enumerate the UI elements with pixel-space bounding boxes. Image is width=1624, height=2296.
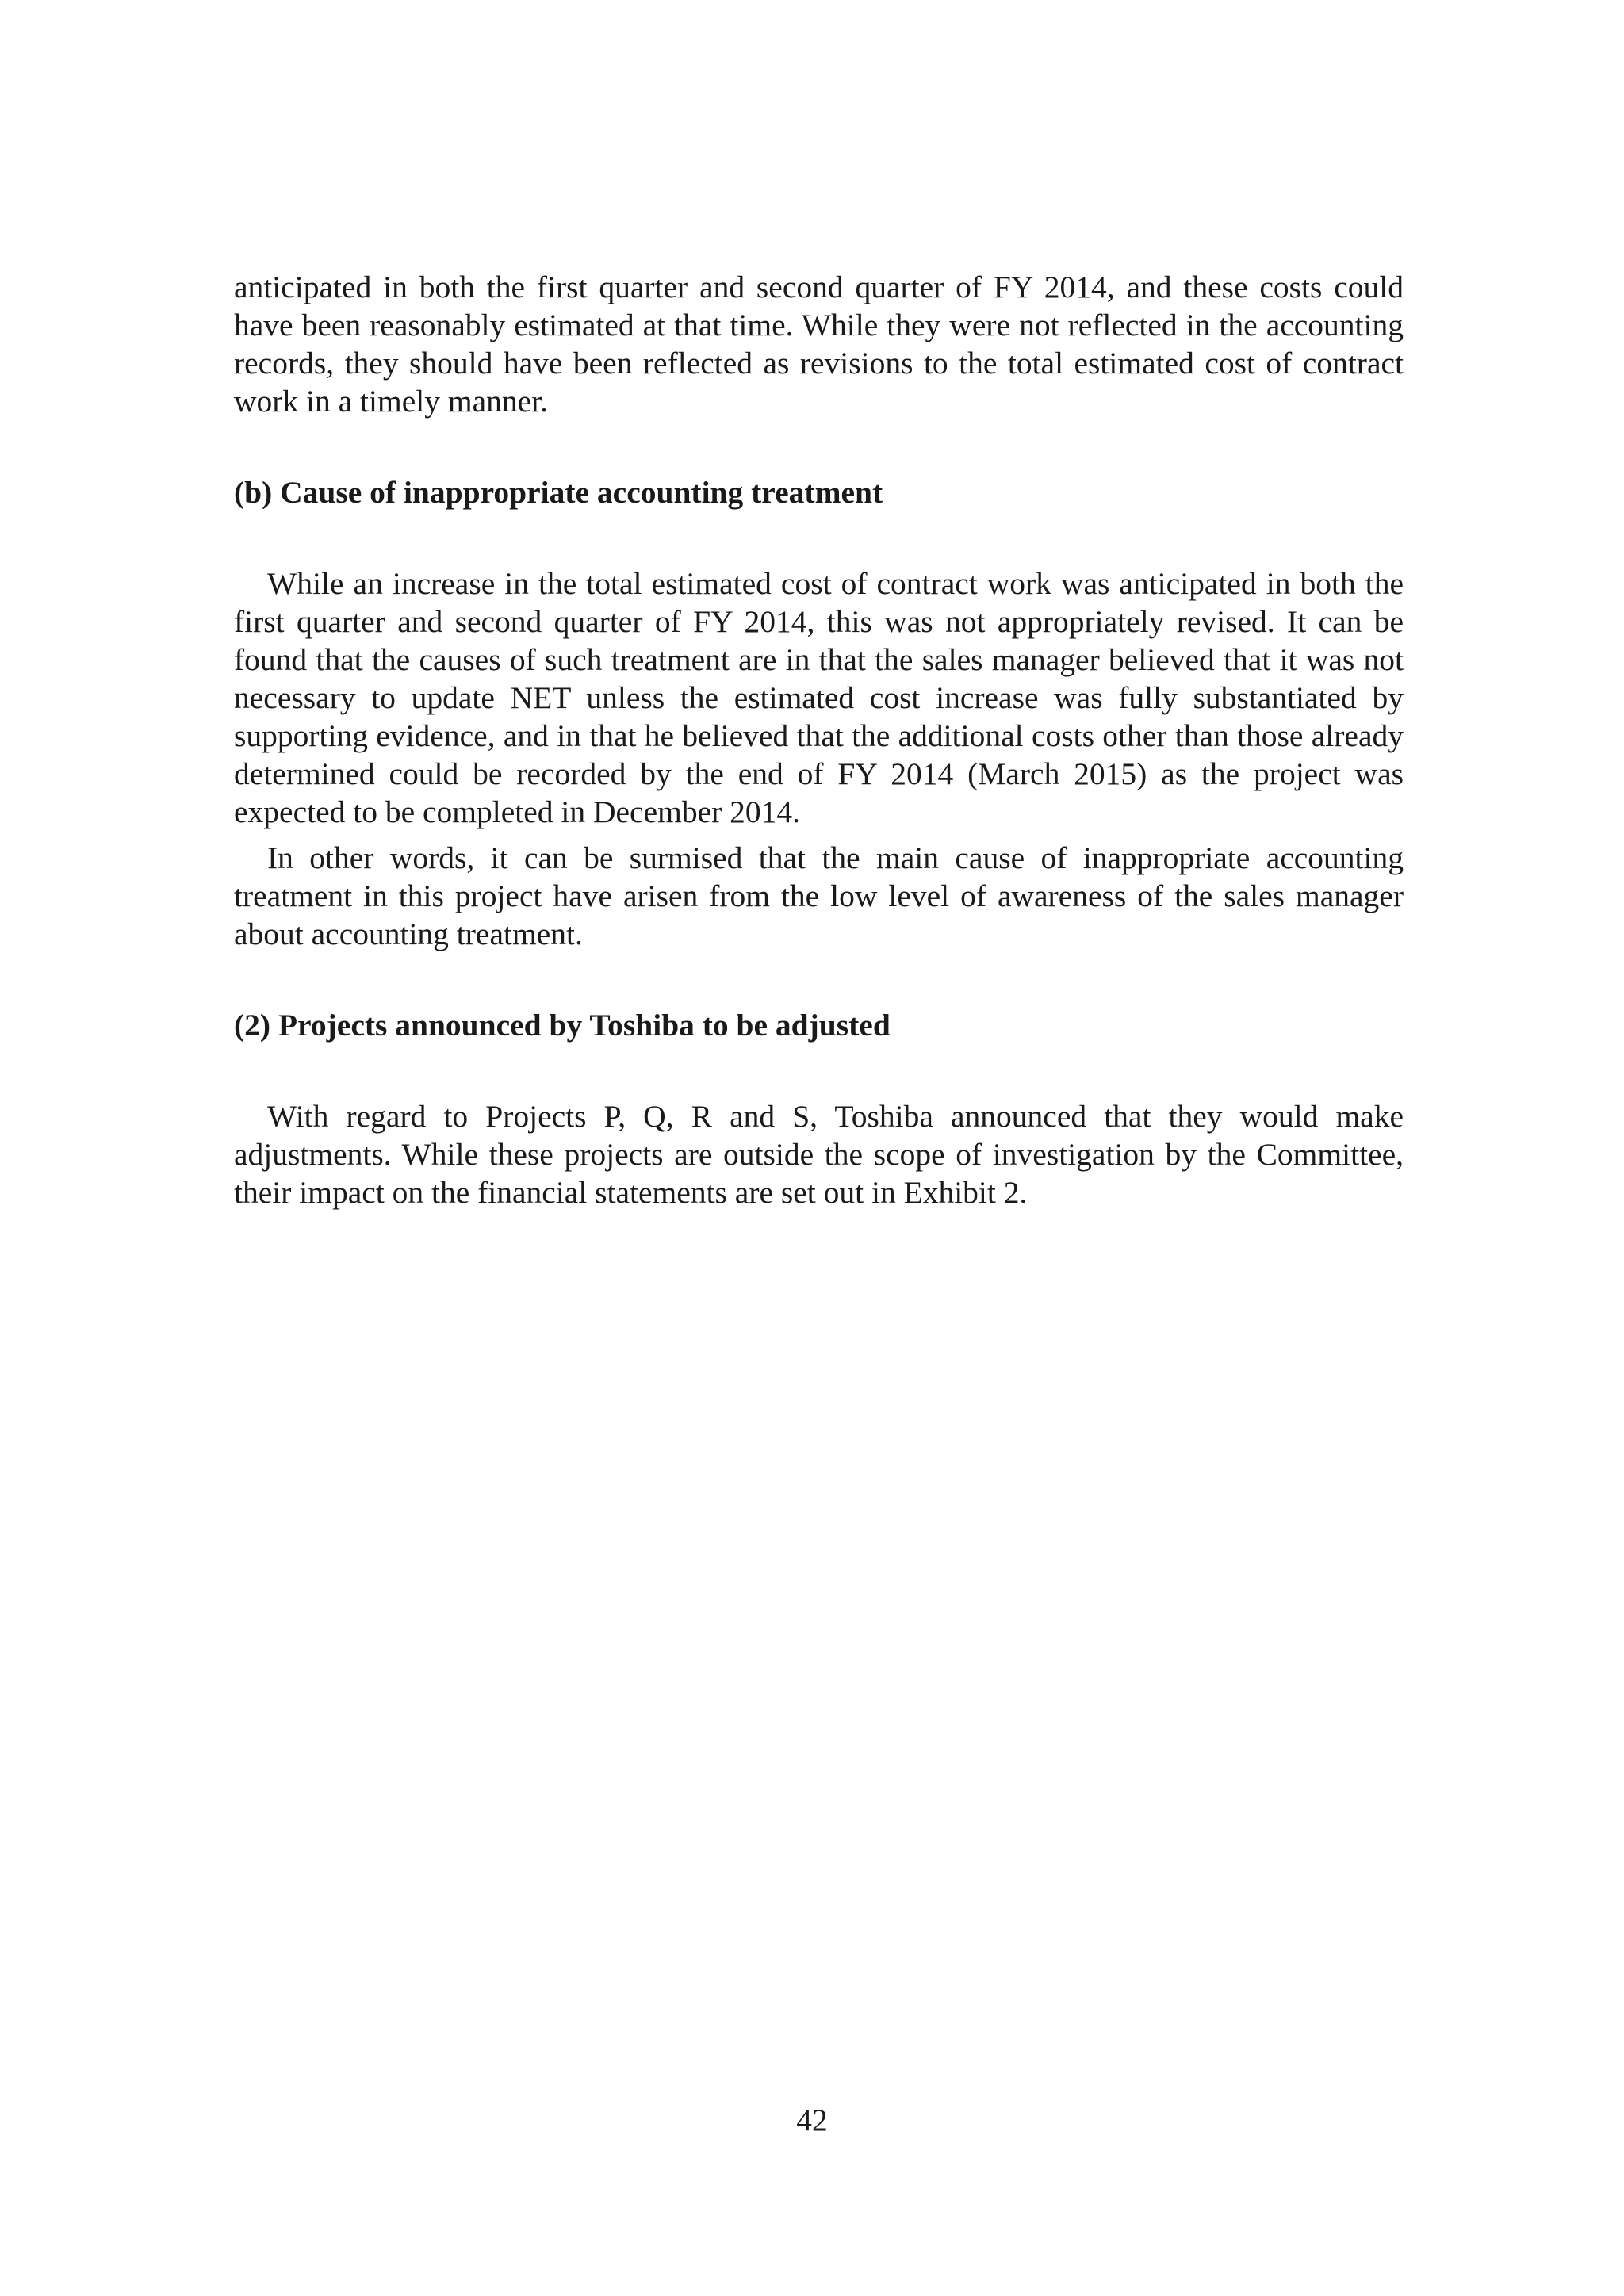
- paragraph-continued: anticipated in both the first quarter and second quarter of FY 2014, and these costs could have been reasonably estimated at that time. While they were not reflected in the accounting records, they should have been reflected as revisions to the total estimated cost of contract work in a timely manner.: [234, 270, 1404, 419]
- section-b-paragraph-2: In other words, it can be surmised that the main cause of inappropriate accounting treatment in this project have arisen from the low level of awareness of the sales manager about accounting treatment.: [234, 840, 1404, 951]
- spacer: [234, 953, 1404, 1006]
- section-b-paragraph-1: While an increase in the total estimated cost of contract work was anticipated in both the first quarter and second quarter of FY 2014, this was not appropriately revised. It can be found that the causes of such treatment are in that the sales manager believed that it was not necessary to update NET unless the estimated cost increase was fully substantiated by supporting evidence, and in that he believed that the additional costs other than those already determined could be recorded by the end of FY 2014 (March 2015) as the project was expected to be completed in December 2014.: [234, 566, 1404, 829]
- spacer: [234, 831, 1404, 839]
- section-2-paragraph-1: With regard to Projects P, Q, R and S, Toshiba announced that they would make adjustments. While these projects are outside the scope of investigation by the Committee, their impact on the financial statements are set out in Exhibit 2.: [234, 1099, 1404, 1210]
- spacer: [234, 511, 1404, 564]
- section-heading-b: (b) Cause of inappropriate accounting treatment: [234, 475, 883, 510]
- spacer: [234, 420, 1404, 473]
- document-body: [234, 268, 1404, 1211]
- page-number: 42: [796, 2103, 828, 2137]
- spacer: [234, 1044, 1404, 1097]
- section-heading-2: (2) Projects announced by Toshiba to be adjusted: [234, 1008, 891, 1043]
